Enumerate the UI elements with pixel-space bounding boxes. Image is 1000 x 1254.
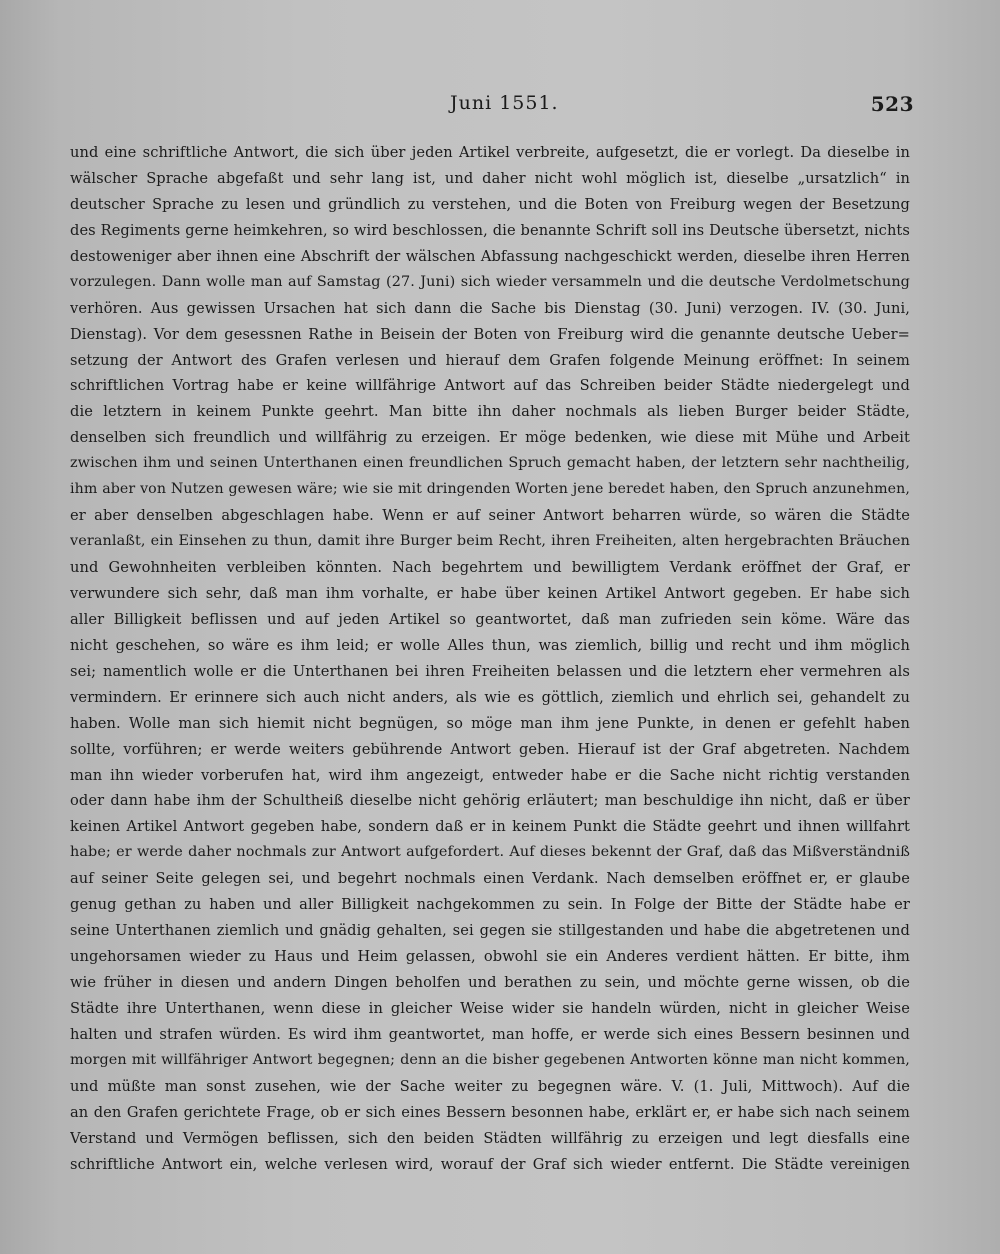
text-line: Dienstag). Vor dem gesessnen Rathe in Beisein der Boten von Freiburg wird die genannte deutsche Ueber= bbox=[70, 325, 910, 343]
body-text bbox=[70, 140, 910, 1178]
text-line: oder dann habe ihm der Schultheiß dieselbe nicht gehörig erläutert; man beschuldige ihn nicht, daß er über bbox=[70, 792, 910, 810]
text-line: die letztern in keinem Punkte geehrt. Man bitte ihn daher nochmals als lieben Burger beider Städte, bbox=[70, 403, 910, 421]
text-line: denselben sich freundlich und willfährig zu erzeigen. Er möge bedenken, wie diese mit Mühe und Arbeit bbox=[70, 429, 910, 447]
text-line: aller Billigkeit beflissen und auf jeden Artikel so geantwortet, daß man zufrieden sein köme. Wäre das bbox=[70, 610, 910, 628]
text-line: des Regiments gerne heimkehren, so wird beschlossen, die benannte Schrift soll ins Deutsche übersetzt, nichts bbox=[70, 221, 910, 239]
text-line: habe; er werde daher nochmals zur Antwort aufgefordert. Auf dieses bekennt der Graf, daß das Mißverständniß bbox=[70, 844, 910, 861]
text-line: an den Grafen gerichtete Frage, ob er sich eines Bessern besonnen habe, erklärt er, er habe sich nach seinem bbox=[70, 1103, 910, 1121]
text-line: man ihn wieder vorberufen hat, wird ihm angezeigt, entweder habe er die Sache nicht richtig verstanden bbox=[70, 766, 910, 784]
text-line: nicht geschehen, so wäre es ihm leid; er wolle Alles thun, was ziemlich, billig und recht und ihm möglich bbox=[70, 636, 910, 654]
text-line: ungehorsamen wieder zu Haus und Heim gelassen, obwohl sie ein Anderes verdient hätten. Er bitte, ihm bbox=[70, 948, 910, 966]
text-line: er aber denselben abgeschlagen habe. Wenn er auf seiner Antwort beharren würde, so wären die Städte bbox=[70, 507, 910, 525]
text-line: verwundere sich sehr, daß man ihm vorhalte, er habe über keinen Artikel Antwort gegeben. Er habe sich bbox=[70, 584, 910, 602]
text-line: schriftlichen Vortrag habe er keine willfährige Antwort auf das Schreiben beider Städte niedergelegt und bbox=[70, 377, 910, 395]
text-line: und eine schriftliche Antwort, die sich über jeden Artikel verbreite, aufgesetzt, die er vorlegt. Da dieselbe in bbox=[70, 144, 910, 161]
text-line: und müßte man sonst zusehen, wie der Sache weiter zu begegnen wäre. V. (1. Juli, Mittwoch). Auf die bbox=[70, 1077, 910, 1095]
running-head: Juni 1551. bbox=[450, 92, 559, 114]
text-line: deutscher Sprache zu lesen und gründlich zu verstehen, und die Boten von Freiburg wegen der Besetzung bbox=[70, 195, 910, 213]
text-line: setzung der Antwort des Grafen verlesen und hierauf dem Grafen folgende Meinung eröffnet: In seinem bbox=[70, 351, 910, 369]
text-line: destoweniger aber ihnen eine Abschrift der wälschen Abfassung nachgeschickt werden, dieselbe ihren Herren bbox=[70, 247, 910, 265]
text-line: genug gethan zu haben und aller Billigkeit nachgekommen zu sein. In Folge der Bitte der Städte habe er bbox=[70, 896, 910, 914]
text-line: schriftliche Antwort ein, welche verlesen wird, worauf der Graf sich wieder entfernt. Die Städte vereinigen bbox=[70, 1155, 910, 1173]
text-line: Städte ihre Unterthanen, wenn diese in gleicher Weise wider sie handeln würden, nicht in gleicher Weise bbox=[70, 999, 910, 1017]
page-header bbox=[70, 92, 918, 122]
text-line: vorzulegen. Dann wolle man auf Samstag (27. Juni) sich wieder versammeln und die deutsche Verdolmetschung bbox=[70, 273, 910, 290]
text-line: veranlaßt, ein Einsehen zu thun, damit ihre Burger beim Recht, ihren Freiheiten, alten hergebrachten Bräuchen bbox=[70, 533, 910, 550]
text-line: wälscher Sprache abgefaßt und sehr lang ist, und daher nicht wohl möglich ist, dieselbe „ursatzlich“ in bbox=[70, 169, 910, 187]
text-line: keinen Artikel Antwort gegeben habe, sondern daß er in keinem Punkt die Städte geehrt und ihnen willfahrt bbox=[70, 818, 910, 836]
page-number: 523 bbox=[870, 92, 914, 116]
text-line: halten und strafen würden. Es wird ihm geantwortet, man hoffe, er werde sich eines Bessern besinnen und bbox=[70, 1025, 910, 1043]
text-line: ihm aber von Nutzen gewesen wäre; wie sie mit dringenden Worten jene beredet haben, den Spruch anzunehmen, bbox=[70, 481, 910, 498]
text-line: morgen mit willfähriger Antwort begegnen; denn an die bisher gegebenen Antworten könne man nicht kommen, bbox=[70, 1051, 910, 1068]
text-line: Verstand und Vermögen beflissen, sich den beiden Städten willfährig zu erzeigen und legt diesfalls eine bbox=[70, 1129, 910, 1147]
text-line: sei; namentlich wolle er die Unterthanen bei ihren Freiheiten belassen und die letztern eher vermehren als bbox=[70, 662, 910, 680]
text-line: vermindern. Er erinnere sich auch nicht anders, als wie es göttlich, ziemlich und ehrlich sei, gehandelt zu bbox=[70, 688, 910, 706]
text-line: zwischen ihm und seinen Unterthanen einen freundlichen Spruch gemacht haben, der letztern sehr nachtheilig, bbox=[70, 455, 910, 472]
text-line: auf seiner Seite gelegen sei, und begehrt nochmals einen Verdank. Nach demselben eröffnet er, er glaube bbox=[70, 870, 910, 888]
text-line: und Gewohnheiten verbleiben könnten. Nach begehrtem und bewilligtem Verdank eröffnet der Graf, er bbox=[70, 559, 910, 576]
text-line: verhören. Aus gewissen Ursachen hat sich dann die Sache bis Dienstag (30. Juni) verzogen. IV. (30. Juni, bbox=[70, 299, 910, 317]
text-line: sollte, vorführen; er werde weiters gebührende Antwort geben. Hierauf ist der Graf abgetreten. Nachdem bbox=[70, 740, 910, 758]
text-line: wie früher in diesen und andern Dingen beholfen und berathen zu sein, und möchte gerne wissen, ob die bbox=[70, 974, 910, 991]
text-line: haben. Wolle man sich hiemit nicht begnügen, so möge man ihm jene Punkte, in denen er gefehlt haben bbox=[70, 714, 910, 732]
text-line: seine Unterthanen ziemlich und gnädig gehalten, sei gegen sie stillgestanden und habe die abgetretenen und bbox=[70, 922, 910, 940]
